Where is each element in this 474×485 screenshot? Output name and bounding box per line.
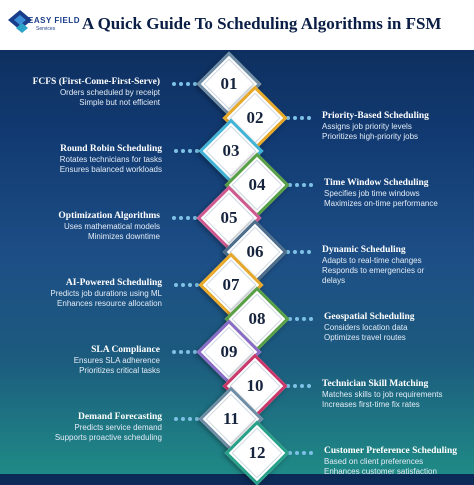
entry-description-line: Considers location data — [324, 322, 408, 332]
entry-09 — [0, 344, 160, 376]
step-number: 10 — [246, 375, 264, 395]
entry-02 — [322, 110, 474, 142]
step-number: 04 — [248, 174, 266, 194]
dot — [174, 283, 178, 287]
entry-description-line: Predicts service demand — [74, 423, 162, 432]
entry-description-line: Responds to emergencies or — [322, 265, 425, 275]
entry-05 — [0, 210, 160, 242]
step-diamond-12 — [234, 430, 280, 476]
dot — [181, 149, 185, 153]
entry-description-line: Ensures balanced workloads — [59, 165, 162, 174]
dot — [186, 216, 190, 220]
dot — [172, 216, 176, 220]
dot — [307, 384, 311, 388]
entry-description-line: Prioritizes critical tasks — [79, 366, 160, 375]
connector-dots — [174, 283, 200, 287]
dot — [302, 183, 306, 187]
dot — [293, 250, 297, 254]
step-number: 05 — [220, 208, 238, 227]
entry-description-line: Enhances customer satisfaction — [324, 466, 437, 476]
dot — [293, 116, 297, 120]
entry-description-line: delays — [322, 275, 346, 285]
entry-title: Demand Forecasting — [78, 412, 162, 422]
entry-description-line: Matches skills to job requirements — [322, 389, 443, 399]
easy-field-logo — [6, 6, 78, 42]
entry-03 — [0, 143, 162, 175]
connector-dots — [172, 82, 198, 86]
dot — [302, 451, 306, 455]
dot — [179, 350, 183, 354]
entry-title: SLA Compliance — [91, 345, 160, 355]
dot — [179, 82, 183, 86]
logo-name: EASY FIELD — [28, 16, 80, 25]
dot — [186, 82, 190, 86]
step-number: 07 — [222, 275, 240, 294]
entry-title: Geospatial Scheduling — [324, 311, 415, 322]
dot — [188, 417, 192, 421]
connector-dots — [288, 183, 314, 187]
entry-description-line: Maximizes on-time performance — [324, 198, 438, 208]
dot — [295, 183, 299, 187]
entry-description-line: Adapts to real-time changes — [322, 255, 422, 265]
entry-description-line: Ensures SLA adherence — [73, 356, 160, 365]
entry-description-line: Optimizes travel routes — [324, 332, 406, 342]
dot — [295, 317, 299, 321]
entry-description-line: Assigns job priority levels — [322, 121, 412, 131]
dot — [172, 82, 176, 86]
entry-description-line: Uses mathematical models — [63, 222, 160, 231]
entry-description-line: Increases first-time fix rates — [322, 399, 420, 409]
entry-title: Priority-Based Scheduling — [322, 110, 429, 121]
dot — [309, 183, 313, 187]
dot — [309, 451, 313, 455]
dot — [188, 283, 192, 287]
dot — [174, 417, 178, 421]
dot — [309, 317, 313, 321]
dot — [307, 116, 311, 120]
connector-dots — [286, 384, 312, 388]
entry-description-line: Rotates technicians for tasks — [59, 155, 162, 164]
dot — [300, 384, 304, 388]
dot — [295, 451, 299, 455]
step-number: 03 — [222, 141, 240, 160]
entry-12 — [324, 445, 474, 477]
connector-dots — [288, 317, 314, 321]
connector-dots — [286, 250, 312, 254]
entry-description-line: Specifies job time windows — [324, 188, 420, 198]
step-number: 12 — [248, 442, 266, 462]
step-number: 08 — [248, 308, 266, 328]
connector-dots — [172, 216, 198, 220]
entry-11 — [0, 411, 162, 443]
connector-dots — [174, 149, 200, 153]
entry-description-line: Orders scheduled by receipt — [59, 88, 160, 97]
entry-title: FCFS (First-Come-First-Serve) — [32, 77, 160, 87]
entry-01 — [0, 76, 160, 108]
dot — [174, 149, 178, 153]
connector-dots — [172, 350, 198, 354]
entry-title: AI-Powered Scheduling — [65, 278, 162, 288]
entry-08 — [324, 311, 474, 343]
entry-description-line: Minimizes downtime — [87, 232, 160, 241]
dot — [181, 417, 185, 421]
connector-dots — [286, 116, 312, 120]
entry-description-line: Based on client preferences — [324, 456, 424, 466]
entry-title: Time Window Scheduling — [324, 177, 429, 188]
step-number: 06 — [246, 241, 264, 261]
step-number: 02 — [246, 107, 264, 127]
dot — [307, 250, 311, 254]
entry-description-line: Prioritizes high-priority jobs — [322, 131, 419, 141]
dot — [188, 149, 192, 153]
entry-07 — [0, 277, 162, 309]
entry-description-line: Enhances resource allocation — [57, 299, 162, 308]
entry-title: Dynamic Scheduling — [322, 244, 406, 255]
dot — [179, 216, 183, 220]
entry-10 — [322, 378, 474, 410]
dot — [300, 116, 304, 120]
connector-dots — [288, 451, 314, 455]
dot — [300, 250, 304, 254]
logo-subtitle: Services — [36, 26, 56, 32]
dot — [186, 350, 190, 354]
step-number: 01 — [220, 74, 238, 93]
step-number: 09 — [220, 342, 238, 361]
entry-title: Customer Preference Scheduling — [324, 445, 457, 456]
entry-description-line: Supports proactive scheduling — [54, 433, 162, 442]
entry-description-line: Predicts job durations using ML — [50, 289, 162, 298]
entry-title: Round Robin Scheduling — [60, 144, 162, 154]
connector-dots — [174, 417, 200, 421]
dot — [181, 283, 185, 287]
entry-04 — [324, 177, 474, 209]
dot — [172, 350, 176, 354]
page-title: A Quick Guide To Scheduling Algorithms in FSM — [82, 14, 442, 33]
step-number: 11 — [222, 409, 240, 428]
entry-title: Optimization Algorithms — [58, 211, 160, 221]
dot — [302, 317, 306, 321]
dot — [293, 384, 297, 388]
entry-06 — [322, 244, 474, 286]
entry-title: Technician Skill Matching — [322, 378, 429, 389]
header — [0, 0, 474, 50]
entry-description-line: Simple but not efficient — [79, 98, 160, 107]
